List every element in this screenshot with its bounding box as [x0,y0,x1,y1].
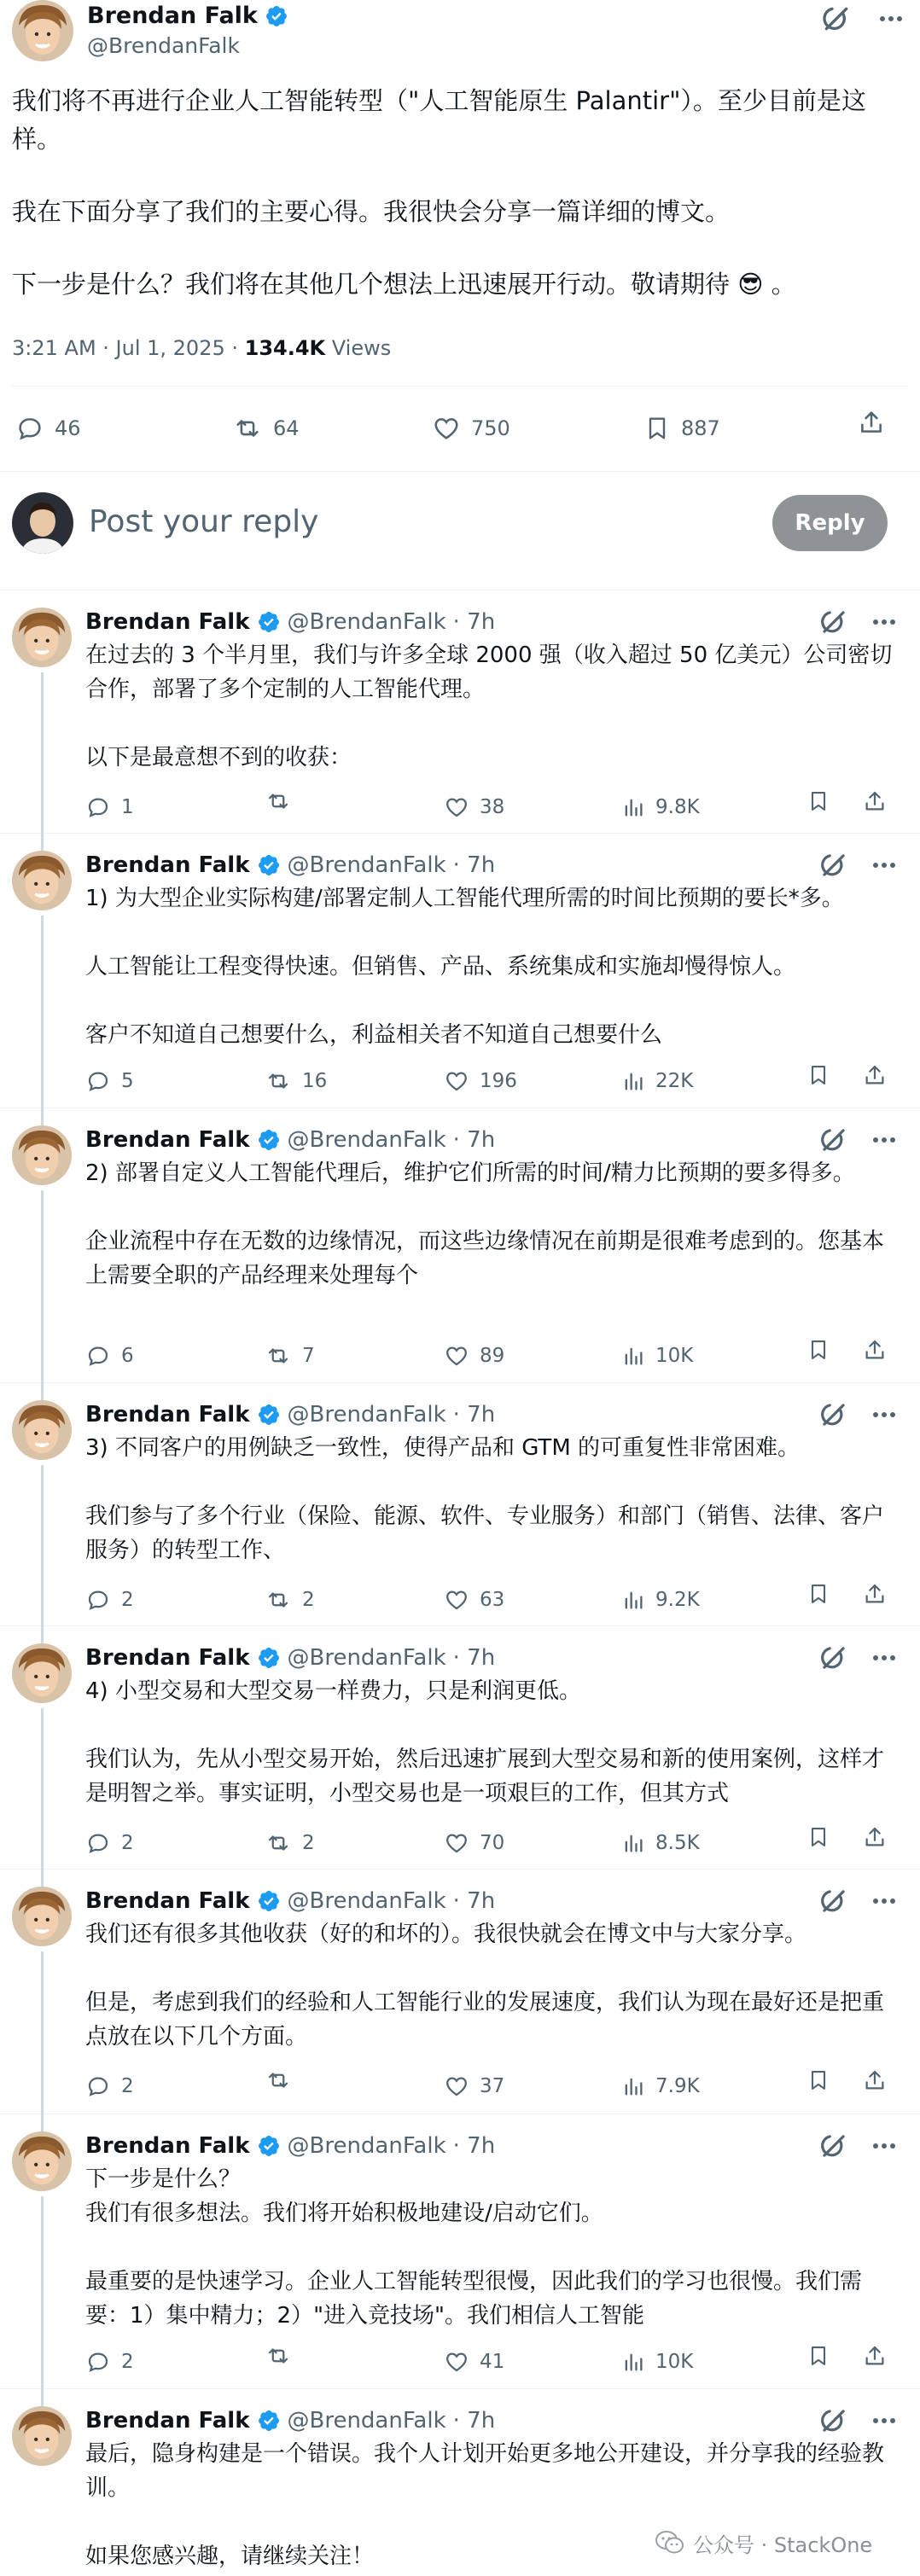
author-name-row[interactable] [87,2,288,31]
reply-header [85,2406,495,2435]
reply-count: 2 [121,2075,134,2097]
bookmark-button[interactable] [806,1337,830,1363]
bookmark-button[interactable] [806,1581,830,1607]
verified-badge-icon [257,2409,281,2433]
repost-button[interactable] [265,2067,302,2093]
reply-icon [85,2349,111,2375]
grok-icon[interactable] [818,849,850,881]
reply-actions [85,1824,905,1862]
author-handle[interactable]: @BrendanFalk [287,609,446,635]
author-avatar[interactable] [12,608,72,667]
bookmark-button[interactable] [806,2343,830,2369]
tweet-timestamp[interactable]: 3:21 AM · Jul 1, 2025 · [12,336,245,360]
thread-line [41,1190,44,1400]
heart-icon [444,1068,469,1094]
reply-paragraph: 以下是最意想不到的收获： [85,745,352,770]
reply-time[interactable]: · 7h [452,609,496,635]
repost-count: 64 [273,416,300,440]
views-button[interactable] [621,2343,693,2381]
reply-tweet[interactable] [0,834,920,1108]
share-icon [862,1062,888,1088]
views-icon [621,2073,645,2099]
bookmark-icon [806,1581,830,1607]
like-button[interactable] [444,2343,504,2381]
views-count: 7.9K [655,2075,700,2097]
author-handle[interactable]: @BrendanFalk [287,852,446,878]
reply-count: 5 [121,1070,134,1092]
reply-time[interactable]: · 7h [452,1888,496,1914]
views-button[interactable] [621,2067,700,2105]
author-avatar[interactable] [12,1125,72,1185]
author-avatar[interactable] [12,0,73,61]
views-button[interactable] [621,1581,700,1619]
divider [12,386,908,387]
reply-count: 2 [121,1589,134,1611]
bookmark-icon [806,788,830,814]
tweet-meta [12,334,391,362]
more-options-icon[interactable] [874,3,908,34]
heart-icon [444,2073,469,2099]
reply-paragraph: 但是，考虑到我们的经验和人工智能行业的发展速度，我们认为现在最好还是把重点放在以下几个方面。 [85,1990,885,2050]
reply-tweet[interactable] [0,1626,920,1869]
views-count: 9.2K [655,1589,700,1611]
share-button[interactable] [862,1062,888,1088]
share-icon [862,1337,888,1363]
more-options-icon[interactable] [867,851,901,880]
verified-badge-icon [257,1403,281,1427]
repost-icon [265,2343,292,2369]
reply-count: 2 [121,1832,134,1854]
watermark [655,2526,872,2560]
reply-tweet[interactable] [0,1383,920,1626]
author-handle[interactable]: @BrendanFalk [287,2408,446,2434]
reply-actions [85,788,905,826]
reply-paragraph: 我们还有很多其他收获（好的和坏的）。我很快就会在博文中与大家分享。 [85,1922,807,1947]
repost-icon [265,1343,292,1369]
reply-icon [85,1068,111,1094]
author-name[interactable]: Brendan Falk [85,1402,250,1428]
reply-actions [85,1062,905,1100]
like-count: 38 [480,796,505,818]
author-avatar[interactable] [12,1643,72,1703]
thread-line [41,2196,44,2406]
reply-actions [85,2067,905,2105]
share-icon [862,2067,888,2093]
repost-button[interactable] [265,1337,315,1375]
heart-icon [444,1830,469,1856]
reply-actions [85,1581,905,1619]
views-icon [621,1343,645,1369]
reply-paragraph: 人工智能让工程变得快速。但销售、产品、系统集成和实施却慢得惊人。 [85,954,796,980]
reply-icon [85,1830,111,1856]
reply-time[interactable]: · 7h [452,1645,496,1671]
reply-button[interactable] [85,1337,134,1375]
author-avatar[interactable] [12,1887,72,1946]
grok-icon[interactable] [818,1642,850,1674]
reply-button[interactable] [85,1062,134,1100]
reply-paragraph: 客户不知道自己想要什么，利益相关者不知道自己想要什么 [85,1022,663,1048]
like-count: 70 [480,1832,505,1854]
reply-count: 1 [121,796,134,818]
author-name[interactable]: Brendan Falk [85,1645,250,1671]
thread-line [41,672,44,851]
more-options-icon[interactable] [867,2406,901,2435]
reply-count: 46 [55,416,81,440]
author-handle[interactable]: @BrendanFalk [287,1888,446,1914]
like-button[interactable] [444,788,504,826]
reply-tweet[interactable] [0,2114,920,2389]
reply-actions [85,1337,905,1375]
more-options-icon[interactable] [867,1400,901,1429]
reply-input[interactable]: Post your reply [89,504,319,539]
verified-badge-icon [257,853,281,877]
repost-count: 7 [302,1345,315,1367]
reply-header [85,851,495,880]
repost-button[interactable] [265,1062,327,1100]
reply-paragraph: 下一步是什么？ 我们有很多想法。我们将开始积极地建设/启动它们。 [85,2166,603,2226]
reply-time[interactable]: · 7h [452,1127,496,1153]
reply-paragraph: 最后，隐身构建是一个错误。我个人计划开始更多地公开建设，并分享我的经验教训。 [85,2441,885,2501]
share-icon [862,1824,888,1850]
watermark-text: 公众号 · StackOne [693,2532,873,2557]
repost-count: 2 [302,1589,315,1611]
grok-icon[interactable] [818,2130,850,2162]
reply-icon [15,414,44,443]
like-button[interactable] [444,1824,504,1862]
reply-text [85,881,905,1052]
share-button[interactable] [862,788,888,814]
author-handle[interactable]: @BrendanFalk [287,2133,446,2159]
reply-paragraph: 在过去的 3 个半月里，我们与许多全球 2000 强（收入超过 50 亿美元）公司密切合作，部署了多个定制的人工智能代理。 [85,643,893,702]
repost-count: 2 [302,1832,315,1854]
repost-button[interactable] [265,788,302,814]
share-icon [862,2343,888,2369]
repost-icon [265,1068,292,1094]
verified-badge-icon [257,2134,281,2158]
verified-badge-icon [257,1646,281,1670]
heart-icon [444,1343,469,1369]
bookmark-icon [806,1062,830,1088]
reply-actions [85,2343,905,2381]
reply-header [85,1125,495,1154]
views-label: Views [325,336,392,360]
tweet-paragraph: 我们将不再进行企业人工智能转型（"人工智能原生 Palantir"）。至少目前是这样。 [12,86,866,154]
reply-header [85,608,495,637]
repost-icon [265,788,292,814]
bookmark-button[interactable] [806,1824,830,1850]
share-icon [857,408,886,437]
like-count: 41 [480,2351,505,2373]
viewer-avatar[interactable] [12,492,73,554]
reply-text [85,638,905,775]
repost-button[interactable] [265,1581,315,1619]
author-name[interactable]: Brendan Falk [85,1888,250,1914]
tweet-paragraph: 下一步是什么？我们将在其他几个想法上迅速展开行动。敬请期待 😎 。 [12,270,796,299]
author-name[interactable]: Brendan Falk [87,3,258,29]
author-avatar[interactable] [12,851,72,910]
reply-paragraph: 2) 部署自定义人工智能代理后，维护它们所需的时间/精力比预期的要多得多。 [85,1160,855,1186]
verified-badge-icon [257,1889,281,1913]
reply-button[interactable] [85,1824,134,1862]
author-handle[interactable]: @BrendanFalk [287,1402,446,1428]
like-count: 89 [480,1345,505,1367]
reply-paragraph: 我们参与了多个行业（保险、能源、软件、专业服务）和部门（销售、法律、客户服务）的转型工作、 [85,1503,885,1563]
views-count: 8.5K [655,1832,700,1854]
tweet-paragraph: 我在下面分享了我们的主要心得。我很快会分享一篇详细的博文。 [12,197,731,226]
author-name[interactable]: Brendan Falk [85,609,250,635]
thread-line [41,916,44,1125]
views-count: 9.8K [655,796,700,818]
bookmark-icon [806,2067,830,2093]
thread-line [41,1708,44,1887]
grok-icon[interactable] [818,1398,850,1431]
author-handle[interactable]: @BrendanFalk [287,1127,446,1153]
grok-icon[interactable] [819,2,853,36]
author-name[interactable]: Brendan Falk [85,852,250,878]
bookmark-button[interactable] [806,1062,830,1088]
heart-icon [444,1587,469,1613]
reply-paragraph: 3) 不同客户的用例缺乏一致性，使得产品和 GTM 的可重复性非常困难。 [85,1435,801,1461]
reply-paragraph: 1) 为大型企业实际构建/部署定制人工智能代理所需的时间比预期的要长*多。 [85,886,844,911]
like-count: 37 [480,2075,505,2097]
like-count: 63 [480,1589,505,1611]
reply-tweet[interactable] [0,1869,920,2114]
share-button[interactable] [862,1581,888,1607]
views-button[interactable] [621,788,700,826]
share-icon [862,788,888,814]
reply-text [85,1431,905,1567]
tweet-text [12,82,900,338]
thread-line [41,1465,44,1643]
bookmark-button[interactable] [806,2067,830,2093]
views-count: 22K [655,1070,694,1092]
reply-text [85,1674,905,1811]
repost-button[interactable] [265,1824,315,1862]
tweet-actions [12,408,900,449]
reply-header [85,1887,495,1916]
reply-tweet[interactable] [0,590,920,834]
reply-icon [85,1587,111,1613]
reply-button[interactable] [85,2343,134,2381]
repost-icon [265,1587,292,1613]
thread-line [41,1951,44,2131]
reply-button[interactable] [15,408,81,449]
share-button[interactable] [857,408,886,437]
views-icon [621,1587,645,1613]
repost-button[interactable] [265,2343,302,2369]
author-avatar[interactable] [12,2131,72,2191]
more-options-icon[interactable] [867,608,901,637]
heart-icon [444,794,469,820]
reply-paragraph: 企业流程中存在无数的边缘情况，而这些边缘情况在前期是很难考虑到的。您基本上需要全职的产品经理来处理每个 [85,1229,885,1288]
grok-icon[interactable] [818,606,850,638]
reply-paragraph: 如果您感兴趣，请继续关注！ [85,2544,375,2569]
share-button[interactable] [862,1824,888,1850]
bookmark-button[interactable] [806,788,830,814]
views-button[interactable] [621,1062,693,1100]
reply-paragraph: 最重要的是快速学习。企业人工智能转型很慢，因此我们的学习也很慢。我们需要：1）集中精力；2）"进入竞技场"。我们相信人工智能 [85,2269,863,2329]
bookmark-icon [806,1824,830,1850]
reply-time[interactable]: · 7h [452,2408,496,2434]
more-options-icon[interactable] [867,2131,901,2160]
bookmark-icon [806,2343,830,2369]
verified-badge-icon [257,1128,281,1152]
reply-icon [85,2073,111,2099]
reply-time[interactable]: · 7h [452,1402,496,1428]
views-icon [621,794,645,820]
author-name[interactable]: Brendan Falk [85,1127,250,1153]
author-avatar[interactable] [12,2406,72,2466]
like-count: 750 [471,416,510,440]
reply-paragraph: 4) 小型交易和大型交易一样费力，只是利润更低。 [85,1678,581,1704]
heart-icon [444,2349,469,2375]
more-options-icon[interactable] [867,1887,901,1916]
views-count: 10K [655,2351,694,2373]
reply-header [85,2131,495,2160]
bookmark-icon [643,414,671,443]
views-button[interactable] [621,1824,700,1862]
like-count: 196 [480,1070,517,1092]
grok-icon[interactable] [818,1124,850,1156]
more-options-icon[interactable] [867,1125,901,1154]
grok-icon[interactable] [818,1885,850,1917]
reply-text [85,1917,905,2054]
repost-button[interactable] [232,408,300,449]
reply-paragraph: 我们认为，先从小型交易开始，然后迅速扩展到大型交易和新的使用案例，这样才是明智之举。事实证明，小型交易也是一项艰巨的工作，但其方式 [85,1747,885,1806]
reply-icon [85,794,111,820]
like-button[interactable] [444,1581,504,1619]
reply-button[interactable] [85,2067,134,2105]
share-icon [862,1581,888,1607]
reply-button[interactable] [85,1581,134,1619]
verified-badge-icon [257,610,281,634]
reply-header [85,1643,495,1672]
reply-header [85,1400,495,1429]
repost-count: 16 [302,1070,328,1092]
reply-time[interactable]: · 7h [452,852,496,878]
views-icon [621,2349,645,2375]
like-button[interactable] [444,1337,504,1375]
share-button[interactable] [862,1337,888,1363]
like-button[interactable] [432,408,510,449]
like-button[interactable] [444,2067,504,2105]
heart-icon [432,414,461,443]
bookmark-icon [806,1337,830,1363]
bookmark-button[interactable] [643,408,720,449]
author-handle[interactable]: @BrendanFalk [287,1645,446,1671]
author-handle[interactable]: @BrendanFalk [87,33,240,58]
views-icon [621,1830,645,1856]
views-count: 134.4K [244,336,326,360]
views-count: 10K [655,1345,694,1367]
share-button[interactable] [862,2343,888,2369]
reply-count: 6 [121,1345,134,1367]
reply-button[interactable] [85,788,134,826]
author-name[interactable]: Brendan Falk [85,2408,250,2434]
more-options-icon[interactable] [867,1643,901,1672]
reply-time[interactable]: · 7h [452,2133,496,2159]
reply-icon [85,1343,111,1369]
repost-icon [265,1830,292,1856]
reply-submit-button[interactable]: Reply [772,495,888,551]
repost-icon [265,2067,292,2093]
bookmark-count: 887 [681,416,720,440]
repost-icon [232,414,263,443]
reply-text [85,2162,905,2333]
reply-tweet[interactable] [0,1108,920,1383]
author-name[interactable]: Brendan Falk [85,2133,250,2159]
reply-text [85,1156,905,1293]
reply-composer [0,472,920,590]
verified-badge-icon [265,4,288,28]
wechat-icon [655,2530,684,2556]
reply-count: 2 [121,2351,134,2373]
share-button[interactable] [862,2067,888,2093]
like-button[interactable] [444,1062,517,1100]
grok-icon[interactable] [818,2404,850,2437]
views-icon [621,1068,645,1094]
author-avatar[interactable] [12,1400,72,1460]
views-button[interactable] [621,1337,693,1375]
